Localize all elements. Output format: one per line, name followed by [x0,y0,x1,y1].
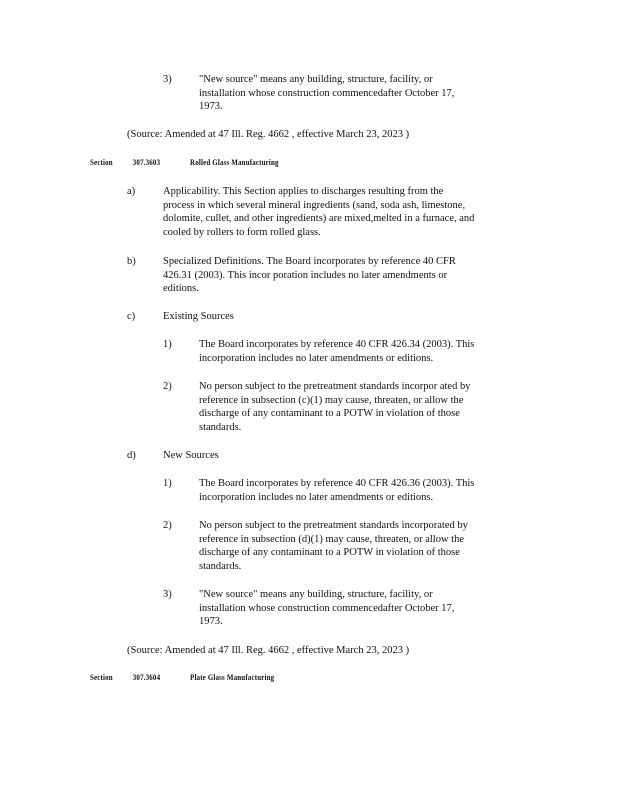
section-title: Rolled Glass Manufacturing [190,157,279,167]
section-heading [90,672,274,682]
item-text [199,73,499,114]
text-line: cooled by rollers to form rolled glass. [163,226,321,238]
item-number: 2) [163,520,172,531]
source-note: (Source: Amended at 47 Ill. Reg. 4662 , effective March 23, 2023 ) [127,645,410,656]
text-line: Applicability. This Section applies to discharges resulting from the [163,186,444,197]
section-number: 307.3604 [132,672,161,682]
text-line: 426.31 (2003). This incor poration includes no later amendments or [163,269,448,281]
text-line: No person subject to the pretreatment standards incorporated by [199,520,468,531]
source-note: (Source: Amended at 47 Ill. Reg. 4662 , effective March 23, 2023 ) [127,129,410,140]
item-text [199,380,509,434]
item-number: b) [127,256,136,267]
item-text [199,477,519,504]
item-text [163,255,503,296]
text-line: Specialized Definitions. The Board incorporates by reference 40 CFR [163,256,456,267]
item-number: 3) [163,74,172,85]
text-line: discharge of any contaminant to a POTW in violation of those [199,408,460,419]
section-label: Section [90,157,113,167]
item-text [199,588,499,629]
item-number: d) [127,450,136,461]
text-line: New Sources [163,450,219,461]
item-text [163,310,363,324]
section-label: Section [90,672,113,682]
text-line: "New source" means any building, structure, facility, or [199,589,433,600]
text-line: reference in subsection (d)(1) may cause, threaten, or allow the [199,533,465,545]
text-line: "New source" means any building, structure, facility, or [199,74,433,85]
text-line: incorporation includes no later amendments or editions. [199,491,434,503]
text-line: standards. [199,421,242,433]
text-line: Existing Sources [163,311,234,322]
item-number: 1) [163,478,172,489]
text-line: dolomite, cullet, and other ingredients) are mixed,melted in a furnace, and [163,213,475,224]
text-line: No person subject to the pretreatment standards incorpor ated by [199,381,471,392]
item-text [199,519,509,573]
text-line: incorporation includes no later amendments or editions. [199,352,434,364]
item-number: 1) [163,339,172,350]
text-line: 1973. [199,616,223,627]
text-line: installation whose construction commencedafter October 17, [199,87,455,99]
item-text [163,449,363,463]
text-line: The Board incorporates by reference 40 CFR 426.36 (2003). This [199,478,475,489]
text-line: standards. [199,560,242,572]
item-number: c) [127,311,136,322]
text-line: editions. [163,283,199,294]
text-line: The Board incorporates by reference 40 CFR 426.34 (2003). This [199,339,475,350]
item-number: 3) [163,589,172,600]
text-line: installation whose construction commencedafter October 17, [199,602,455,614]
text-line: 1973. [199,101,223,112]
item-text [199,338,519,365]
text-line: reference in subsection (c)(1) may cause, threaten, or allow the [199,394,464,406]
text-line: discharge of any contaminant to a POTW in violation of those [199,547,460,558]
section-title: Plate Glass Manufacturing [190,672,275,682]
item-text [163,185,518,239]
section-heading [90,157,279,167]
item-number: 2) [163,381,172,392]
section-number: 307.3603 [132,157,161,167]
item-number: a) [127,186,136,197]
text-line: process in which several mineral ingredients (sand, soda ash, limestone, [163,199,466,211]
